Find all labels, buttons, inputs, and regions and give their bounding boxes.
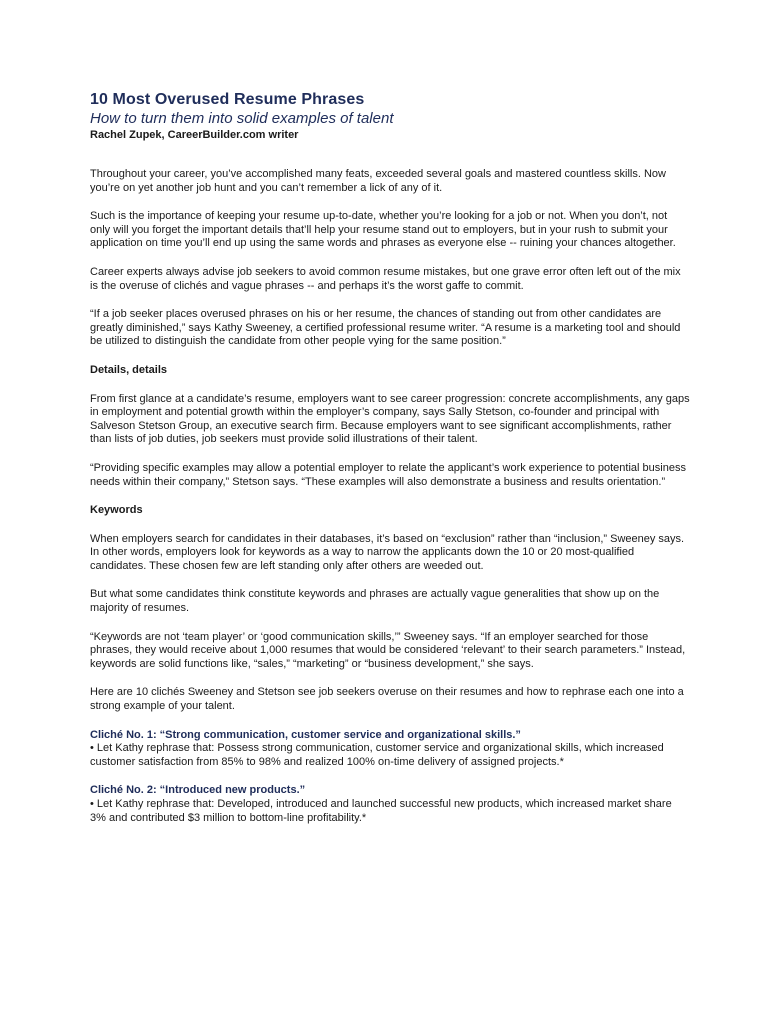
paragraph-experts: Career experts always advise job seekers to avoid common resume mistakes, but one grave error often left out of the mix is the overuse of clichés and vague phrases -- and perhaps it’s the worst gaffe to commit. xyxy=(90,265,681,292)
cliche-body-1: • Let Kathy rephrase that: Possess strong communication, customer service and organizational skills, which increased customer satisfaction from 85% to 98% and realized 100% on-time delivery of assigned projects.* xyxy=(90,742,664,768)
paragraph-ten-cliches: Here are 10 clichés Sweeney and Stetson see job seekers overuse on their resumes and how to rephrase each one into a strong example of your talent. xyxy=(90,686,684,713)
paragraph-first-glance: From first glance at a candidate’s resume, employers want to see career progression: concrete accomplishments, any gaps in employment and potential growth within the employer’s company, says Sally Stetson, co-founder and principal with Salveson Stetson Group, an executive search firm. Because employers want to see significant accomplishments, rather than lists of job duties, job seekers must provide solid illustrations of their talent. xyxy=(90,392,690,446)
paragraph-databases: When employers search for candidates in their databases, it’s based on “exclusion” rather than “inclusion,” Sweeney says. In other words, employers look for keywords as a way to narrow the applicants down the 10 or 20 most-qualified candidates. These chosen few are left standing only after others are weeded out. xyxy=(90,532,685,572)
article-title: 10 Most Overused Resume Phrases xyxy=(90,91,365,108)
article-subtitle: How to turn them into solid examples of talent xyxy=(90,110,394,127)
section-heading-details: Details, details xyxy=(90,363,168,376)
cliche-title-2: Cliché No. 2: “Introduced new products.” xyxy=(90,784,306,797)
paragraph-importance: Such is the importance of keeping your resume up-to-date, whether you’re looking for a job or not. When you don’t, not only will you forget the important details that’ll help your resume stand out to employers, but in your rush to submit your application on time you’ll end up using the same words and phrases as everyone else -- ruining your chances altogether. xyxy=(90,210,676,250)
paragraph-sweeney-quote: “If a job seeker places overused phrases on his or her resume, the chances of standing out from other candidates are greatly diminished,” says Kathy Sweeney, a certified professional resume writer. “A resume is a marketing tool and should be utilized to distinguish the candidate from other people vying for the same position.” xyxy=(90,308,681,348)
paragraph-intro: Throughout your career, you’ve accomplished many feats, exceeded several goals and mastered countless skills. Now you’re on yet another job hunt and you can’t remember a lick of any of it. xyxy=(90,168,666,194)
article-body xyxy=(90,90,690,840)
cliche-title-1: Cliché No. 1: “Strong communication, customer service and organizational skills.” xyxy=(90,728,521,741)
article-byline: Rachel Zupek, CareerBuilder.com writer xyxy=(90,129,299,141)
paragraph-vague-generalities: But what some candidates think constitute keywords and phrases are actually vague generalities that show up on the majority of resumes. xyxy=(90,588,660,615)
section-heading-keywords: Keywords xyxy=(90,504,143,517)
paragraph-stetson-quote: “Providing specific examples may allow a potential employer to relate the applicant’s work experience to potential business needs within their company,” Stetson says. “These examples will also demonstrate a business and results orientation.” xyxy=(90,461,686,488)
paragraph-keywords-quote: “Keywords are not ‘team player’ or ‘good communication skills,’” Sweeney says. “If an employer searched for those phrases, they would receive about 1,000 resumes that would be considered ‘relevant’ to their search parameters.” Instead, keywords are solid functions like, “sales,” “marketing” or “business development,” she says. xyxy=(90,630,686,670)
cliche-body-2: • Let Kathy rephrase that: Developed, introduced and launched successful new products, which increased market share 3% and contributed $3 million to bottom-line profitability.* xyxy=(90,798,672,824)
